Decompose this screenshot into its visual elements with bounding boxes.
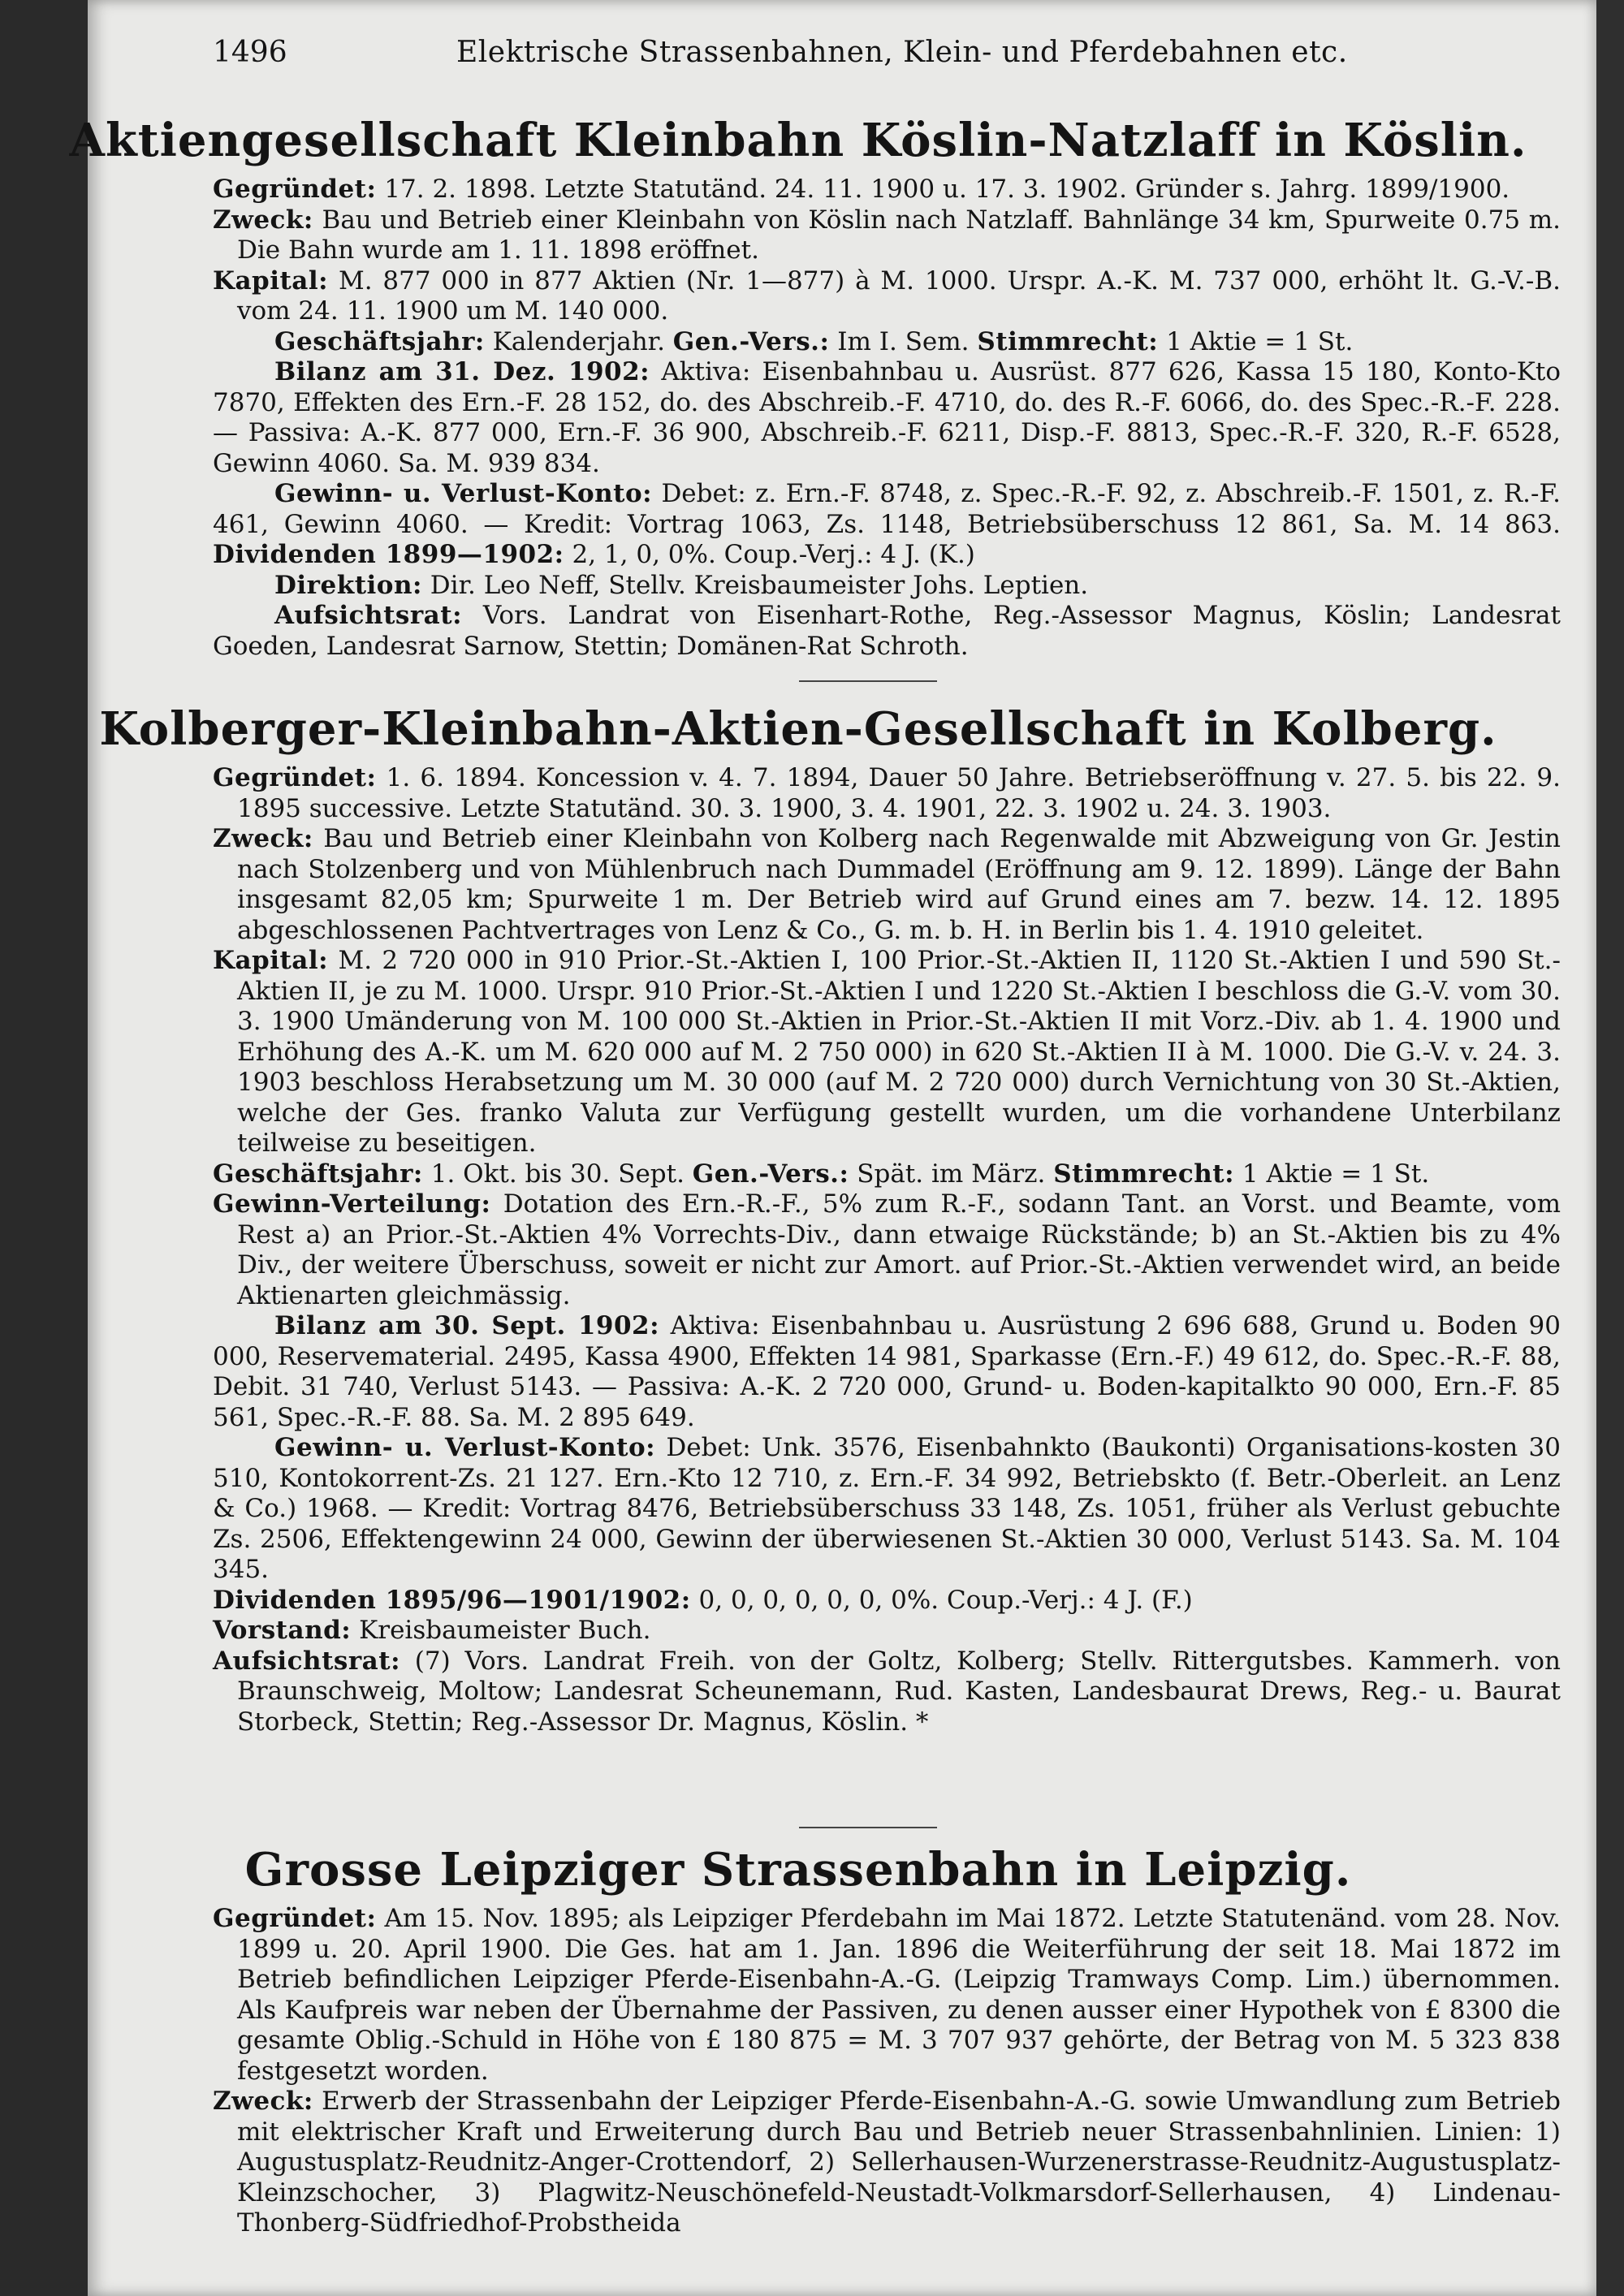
entry-title: Aktiengesellschaft Kleinbahn Köslin-Natzlaff in Köslin. — [69, 114, 1527, 167]
entry-paragraph — [213, 357, 1561, 479]
paragraph-label: Gewinn- u. Verlust-Konto: — [274, 479, 653, 508]
paragraph-text: Debet: z. Ern.-F. 8748, z. Spec.-R.-F. 92, z. Abschreib.-F. 1501, z. R.-F. 461, Gewinn 4060. — Kredit: Vortrag 1063, Zs. 1148, Betriebsüberschuss 12 861, Sa. M. 14 863. — [213, 479, 1561, 539]
entry-paragraph — [213, 571, 1561, 602]
entry-paragraph — [213, 205, 1561, 266]
paragraph-label: Geschäftsjahr: — [274, 326, 485, 356]
paragraph-label: Vorstand: — [213, 1616, 352, 1645]
paragraph-label: Bilanz am 31. Dez. 1902: — [274, 357, 650, 386]
paragraph-label: Gegründet: — [213, 1904, 377, 1933]
paragraph-text: Vors. Landrat von Eisenhart-Rothe, Reg.-Assessor Magnus, Köslin; Landesrat Goeden, Landesrat Sarnow, Stettin; Domänen-Rat Schroth. — [213, 601, 1561, 661]
paragraph-text: Kalenderjahr. — [484, 326, 673, 356]
paragraph-label: Dividenden 1899—1902: — [213, 540, 564, 569]
paragraph-label: Gewinn- u. Verlust-Konto: — [274, 1433, 656, 1462]
paragraph-label: Zweck: — [213, 824, 313, 853]
paragraph-text: 1. 6. 1894. Koncession v. 4. 7. 1894, Dauer 50 Jahre. Betriebseröffnung v. 27. 5. bis 22. 9. 1895 successive. Letzte Statutänd. 30. 3. 1900, 3. 4. 1901, 22. 3. 1902 u. 24. 3. 1903. — [237, 763, 1561, 823]
paragraph-text: M. 877 000 in 877 Aktien (Nr. 1—877) à M. 1000. Urspr. A.-K. M. 737 000, erhöht lt. G.-V.-B. vom 24. 11. 1900 um M. 140 000. — [237, 265, 1561, 326]
entry-paragraph — [213, 1311, 1561, 1433]
running-head-title: Elektrische Strassenbahnen, Klein- und Pferdebahnen etc. — [456, 36, 1348, 69]
paragraph-text: Aktiva: Eisenbahnbau u. Ausrüstung 2 696 688, Grund u. Boden 90 000, Reservematerial. 2495, Kassa 4900, Effekten 14 981, Sparkasse (Ern.-F.) 49 612, do. Spec.-R.-F. 88, Debit. 31 740, Verlust 5143. — Passiva: A.-K. 2 720 000, Grund- u. Boden-kapitalkto 90 000, Ern.-F. 85 561, Spec.-R.-F. 88. Sa. M. 2 895 649. — [213, 1311, 1561, 1432]
paragraph-label: Gewinn-Verteilung: — [213, 1189, 491, 1219]
paragraph-text: Im I. Sem. — [829, 326, 978, 356]
paragraph-text: Spät. im März. — [849, 1159, 1054, 1189]
paragraph-text: M. 2 720 000 in 910 Prior.-St.-Aktien I, 100 Prior.-St.-Aktien II, 1120 St.-Aktien I und 590 St.-Aktien II, je zu M. 1000. Urspr. 910 Prior.-St.-Aktien I und 1220 St.-Aktien I beschloss die G.-V. vom 30. 3. 1900 Umänderung von M. 100 000 St.-Aktien in Prior.-St.-Aktien II mit Vorz.-Div. ab 1. 4. 1900 und Erhöhung des A.-K. um M. 620 000 auf M. 2 750 000) in 620 St.-Aktien II à M. 1000. Die G.-V. v. 24. 3. 1903 beschloss Herabsetzung um M. 30 000 (auf M. 2 720 000) durch Vernichtung von 30 St.-Aktien, welche der Ges. franko Valuta zur Verfügung gestellt wurden, um die vorhandene Unterbilanz teilweise zu beseitigen. — [237, 946, 1561, 1158]
paragraph-label: Kapital: — [213, 265, 329, 296]
paragraph-label: Dividenden 1895/96—1901/1902: — [213, 1585, 691, 1615]
entry-paragraph — [213, 1159, 1561, 1190]
paragraph-text: Dir. Leo Neff, Stellv. Kreisbaumeister Johs. Leptien. — [421, 570, 1089, 600]
paragraph-label: Stimmrecht: — [1053, 1159, 1235, 1189]
section-divider — [799, 680, 937, 682]
entry-paragraph — [213, 327, 1561, 358]
entry-paragraph — [213, 1433, 1561, 1586]
paragraph-text: Kreisbaumeister Buch. — [351, 1616, 651, 1645]
entry-body — [213, 175, 1561, 662]
paragraph-label: Kapital: — [213, 946, 329, 975]
paragraph-text: Am 15. Nov. 1895; als Leipziger Pferdebahn im Mai 1872. Letzte Statutenänd. vom 28. Nov. 1899 u. 20. April 1900. Die Ges. hat am 1. Jan. 1896 die Weiterführung der seit 18. Mai 1872 im Betrieb befindlichen Leipziger Pferde-Eisenbahn-A.-G. (Leipzig Tramways Comp. Lim.) übernommen. Als Kaufpreis war neben der Übernahme der Passiven, zu denen ausser einer Hypothek von £ 8300 die gesamte Oblig.-Schuld in Höhe von £ 180 875 = M. 3 707 937 gehörte, der Betrag von M. 5 323 838 festgesetzt worden. — [237, 1904, 1561, 2086]
paragraph-label: Zweck: — [213, 2087, 313, 2116]
entry-paragraph — [213, 763, 1561, 824]
paragraph-label: Bilanz am 30. Sept. 1902: — [274, 1311, 660, 1340]
entry-paragraph — [213, 2087, 1561, 2239]
paragraph-text: Bau und Betrieb einer Kleinbahn von Kolberg nach Regenwalde mit Abzweigung von Gr. Jestin nach Stolzenberg und von Mühlenbruch nach Dummadel (Eröffnung am 9. 12. 1899). Länge der Bahn insgesamt 82,05 km; Spurweite 1 m. Der Betrieb wird auf Grund eines am 7. bezw. 14. 12. 1895 abgeschlossenen Pachtvertrages von Lenz & Co., G. m. b. H. in Berlin bis 1. 4. 1910 geleitet. — [237, 824, 1561, 945]
entry-paragraph — [213, 1904, 1561, 2087]
paragraph-text: 2, 1, 0, 0%. Coup.-Verj.: 4 J. (K.) — [564, 540, 975, 569]
paragraph-label: Gen.-Vers.: — [672, 326, 830, 356]
paragraph-label: Direktion: — [274, 570, 422, 600]
paragraph-label: Gen.-Vers.: — [692, 1159, 849, 1189]
entry-paragraph — [213, 479, 1561, 571]
entry-paragraph — [213, 175, 1561, 205]
entry-paragraph — [213, 601, 1561, 662]
entry-body — [213, 1904, 1561, 2239]
page-number: 1496 — [213, 36, 287, 69]
running-head — [213, 36, 1593, 76]
paragraph-text: 17. 2. 1898. Letzte Statutänd. 24. 11. 1900 u. 17. 3. 1902. Gründer s. Jahrg. 1899/1900. — [376, 175, 1510, 204]
entry-paragraph — [213, 1586, 1561, 1616]
page-edge — [1596, 0, 1624, 2296]
paragraph-text: Bau und Betrieb einer Kleinbahn von Köslin nach Natzlaff. Bahnlänge 34 km, Spurweite 0.75 m. Die Bahn wurde am 1. 11. 1898 eröffnet. — [237, 205, 1561, 265]
entry-paragraph — [213, 1646, 1561, 1738]
section-divider — [799, 1827, 937, 1828]
paragraph-label: Aufsichtsrat: — [213, 1646, 401, 1676]
entry-paragraph — [213, 946, 1561, 1159]
paragraph-text: Debet: Unk. 3576, Eisenbahnkto (Baukonti) Organisations-kosten 30 510, Kontokorrent-Zs. 21 127. Ern.-Kto 12 710, z. Ern.-F. 34 992, Betriebskto (f. Betr.-Oberleit. an Lenz & Co.) 1968. — Kredit: Vortrag 8476, Betriebsüberschuss 33 148, Zs. 1051, früher als Verlust gebuchte Zs. 2506, Effektengewinn 24 000, Gewinn der überwiesenen St.-Aktien 30 000, Verlust 5143. Sa. M. 104 345. — [213, 1433, 1561, 1584]
entry-title: Grosse Leipziger Strassenbahn in Leipzig. — [244, 1843, 1352, 1897]
entry-paragraph — [213, 1189, 1561, 1311]
entry-body — [213, 763, 1561, 1737]
paragraph-text: (7) Vors. Landrat Freih. von der Goltz, Kolberg; Stellv. Rittergutsbes. Kammerh. von Braunschweig, Moltow; Landesrat Scheunemann, Rud. Kasten, Landesbaurat Drews, Reg.- u. Baurat Storbeck, Stettin; Reg.-Assessor Dr. Magnus, Köslin. * — [237, 1646, 1561, 1737]
paragraph-label: Stimmrecht: — [977, 326, 1159, 356]
entry-paragraph — [213, 824, 1561, 946]
paragraph-text: Dotation des Ern.-R.-F., 5% zum R.-F., sodann Tant. an Vorst. und Beamte, vom Rest a) an Prior.-St.-Aktien 4% Vorrechts-Div., dann etwaige Rückstände; b) an St.-Aktien bis zu 4% Div., der weitere Überschuss, soweit er nicht zur Amort. auf Prior.-St.-Aktien verwendet wird, an beide Aktienarten gleichmässig. — [237, 1189, 1561, 1310]
paragraph-text: 0, 0, 0, 0, 0, 0, 0%. Coup.-Verj.: 4 J. (F.) — [690, 1585, 1193, 1615]
paragraph-label: Geschäftsjahr: — [213, 1159, 423, 1189]
paragraph-text: 1 Aktie = 1 St. — [1234, 1159, 1430, 1189]
paragraph-text: Erwerb der Strassenbahn der Leipziger Pferde-Eisenbahn-A.-G. sowie Umwandlung zum Betrieb mit elektrischer Kraft und Erweiterung durch Bau und Betrieb neuer Strassenbahnlinien. Linien: 1) Augustusplatz-Reudnitz-Anger-Crottendorf, 2) Sellerhausen-Wurzenerstrasse-Reudnitz-Augustusplatz-Kleinzschocher, 3) Plagwitz-Neuschönefeld-Neustadt-Volkmarsdorf-Sellerhausen, 4) Lindenau-Thonberg-Südfriedhof-Probstheida — [237, 2087, 1561, 2238]
entry-title: Kolberger-Kleinbahn-Aktien-Gesellschaft in Kolberg. — [99, 702, 1497, 756]
paragraph-text: 1 Aktie = 1 St. — [1158, 326, 1354, 356]
entry-paragraph — [213, 1616, 1561, 1646]
paragraph-label: Gegründet: — [213, 175, 377, 204]
paragraph-text: Aktiva: Eisenbahnbau u. Ausrüst. 877 626, Kassa 15 180, Konto-Kto 7870, Effekten des Ern.-F. 28 152, do. des Abschreib.-F. 4710, do. des R.-F. 6066, do. des Spec.-R.-F. 228. — Passiva: A.-K. 877 000, Ern.-F. 36 900, Abschreib.-F. 6211, Disp.-F. 8813, Spec.-R.-F. 320, R.-F. 6528, Gewinn 4060. Sa. M. 939 834. — [213, 357, 1561, 478]
entry-paragraph — [213, 266, 1561, 327]
paragraph-text: 1. Okt. bis 30. Sept. — [422, 1159, 693, 1189]
paragraph-label: Gegründet: — [213, 763, 377, 792]
paragraph-label: Aufsichtsrat: — [274, 601, 463, 630]
paragraph-label: Zweck: — [213, 205, 313, 235]
